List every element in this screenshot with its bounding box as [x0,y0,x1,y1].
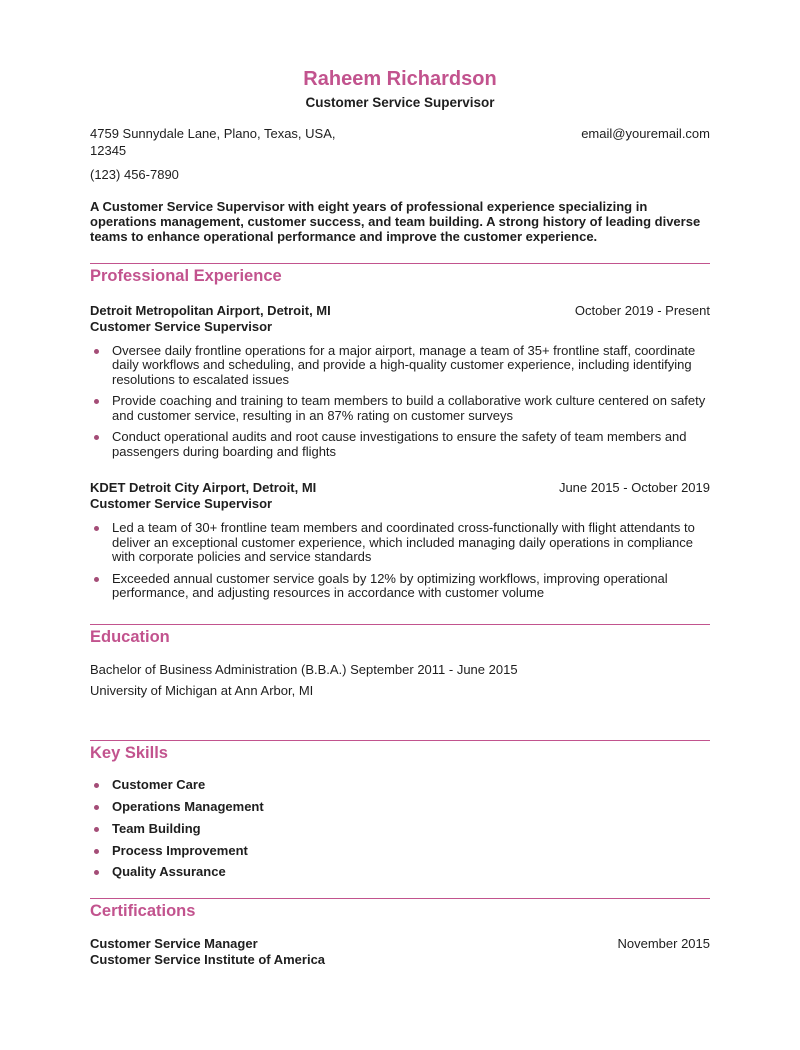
certification-issuer: Customer Service Institute of America [90,952,326,968]
job-dates: June 2015 - October 2019 [558,480,710,496]
bullet-icon [94,783,99,788]
skill-item [90,822,710,837]
bullet-icon [94,849,99,854]
bullet-item [90,572,710,601]
certification-name: Customer Service Manager [90,936,258,952]
skill-item [90,800,710,815]
skill-item [90,865,710,880]
bullet-icon [94,435,99,440]
bullet-item [90,344,710,388]
bullet-icon [94,827,99,832]
bullet-text: Oversee daily frontline operations for a major airport, manage a team of 35+ frontline staff, coordinate daily workflows and scheduling, and provide a high-quality customer experience, including identifying resolutions to escalated issues [112,342,696,387]
bullet-icon [94,870,99,875]
skills-list [90,778,710,881]
bullet-icon [94,577,99,582]
bullet-icon [94,526,99,531]
section-divider-education [90,624,710,625]
section-divider-skills [90,740,710,741]
certification-details [90,936,325,968]
skill-text: Operations Management [112,798,264,814]
education-degree: Bachelor of Business Administration (B.B.A.) September 2011 - June 2015 [90,661,518,677]
bullet-item [90,394,710,423]
bullet-text: Led a team of 30+ frontline team members and coordinated cross-functionally with flight attendants to deliver an exceptional customer experience, which included managing daily operations in compliance with corporate policies and service standards [112,520,695,565]
summary-paragraph: A Customer Service Supervisor with eight years of professional experience specializing in operations management, customer success, and team building. A strong history of leading diverse teams to enhance operational performance and improve the customer experience. [90,199,701,244]
bullet-text: Conduct operational audits and root cause investigations to ensure the safety of team members and passengers during boarding and flights [112,429,687,459]
bullet-text: Exceeded annual customer service goals by 12% by optimizing workflows, improving operational performance, and adjusting resources in accordance with customer volume [112,570,668,601]
job-role: Customer Service Supervisor [90,496,273,512]
skill-text: Customer Care [112,776,206,792]
skill-text: Quality Assurance [112,864,226,880]
bullet-icon [94,805,99,810]
skill-text: Team Building [112,820,201,836]
skill-item [90,778,710,793]
skill-text: Process Improvement [112,842,248,858]
contact-block [90,125,710,183]
certification-date: November 2015 [617,936,710,952]
job-entry [90,303,710,460]
section-heading-education: Education [90,627,170,646]
contact-left [90,125,336,183]
email-address: email@youremail.com [581,126,710,141]
skill-item [90,844,710,859]
section-divider-certifications [90,898,710,899]
phone-number: (123) 456-7890 [90,167,179,183]
job-bullet-list [90,521,710,601]
bullet-icon [94,349,99,354]
section-heading-certifications: Certifications [90,902,196,921]
bullet-item [90,430,710,459]
resume-headline: Customer Service Supervisor [305,95,495,110]
job-company: Detroit Metropolitan Airport, Detroit, MI [90,302,331,318]
job-bullet-list [90,344,710,460]
resume-name: Raheem Richardson [303,68,497,90]
job-role: Customer Service Supervisor [90,318,273,334]
job-company: KDET Detroit City Airport, Detroit, MI [90,480,317,496]
section-divider-experience [90,263,710,264]
section-heading-skills: Key Skills [90,743,168,762]
address-line-2: 12345 [90,143,127,159]
education-school: University of Michigan at Ann Arbor, MI [90,683,314,699]
address-line-1: 4759 Sunnydale Lane, Plano, Texas, USA, [90,126,336,141]
job-entry [90,480,710,600]
certification-entry [90,936,710,968]
bullet-icon [94,399,99,404]
bullet-text: Provide coaching and training to team members to build a collaborative work culture centered on safety and customer service, resulting in an 87% rating on customer surveys [112,393,706,423]
section-heading-experience: Professional Experience [90,267,282,286]
bullet-item [90,521,710,565]
job-dates: October 2019 - Present [574,302,710,318]
